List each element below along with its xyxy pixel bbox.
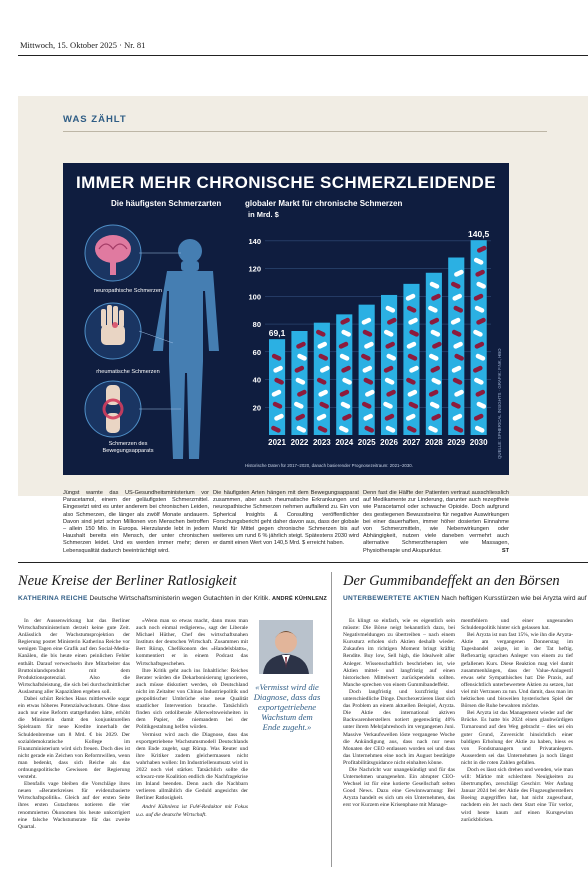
paragraph: «Wenn man so etwas macht, dann muss man auch noch einmal redigieren», sagt der Liberale Michael Hüther, Chef des wirtschaftsnahen Instituts der deutschen Wirtschaft. Zusammen mit Bert Rürup, Chefökonom des «Handelsblatts», kommentiert er in einem Podcast das Wirtschaftsgeschehen. (136, 618, 248, 667)
paragraph: Ihre Kritik geht auch ins Inhaltliche: Reiches Berater würden die Dekarbonisierung ignorieren, auch müsse diskutiert werden, ob Deutschland nicht im Zeitalter von Chinas Industriepolitik und geopolitischer Umbrüche eine neue Qualität staatlicher Intervention brauche. Tatsächlich finden sich ordoliberale Allerweltsweisheiten in dem Papier, die niemandem bei der Politikgestaltung helfen würden. (136, 667, 248, 731)
portrait-image (259, 620, 313, 674)
y-tick-label: 20 (252, 403, 261, 413)
data-label: 140,5 (468, 229, 490, 240)
article-right-col-1 (343, 618, 455, 810)
caption-col-2: Die häufigsten Arten hängen mit dem Bewegungsapparat zusammen, aber auch rheumatische Erkrankungen und neuropathische Schmerzen nehmen auffallend zu. Ein von Spherical Insights & Consulting veröffentlichter Forschungsbericht geht daher davon aus, dass der globale Markt für Mittel gegen chronische Schmerzen bis auf weiteres um rund 6 % jährlich steigt. Spätestens 2030 wird er damit einen Wert von 140,5 Mrd. $ erreicht haben. (213, 490, 359, 547)
x-tick-label: 2028 (424, 438, 443, 447)
source-credit: QUELLE: SPHERICAL INSIGHTS · GRAFIK: F.NK, HBO (497, 348, 502, 459)
pain-type-label: Schmerzen des Bewegungsapparats (102, 441, 154, 454)
article-left-byline: ANDRÉ KÜHNLENZ (272, 596, 328, 602)
article-left-kicker: KATHERINA REICHE (18, 595, 88, 602)
x-tick-label: 2025 (357, 438, 376, 447)
caption-col-3-text: Denn fast die Hälfte der Patienten vertraut ausschliesslich auf Medikamente zur Linderung, darunter auch rezeptfreie wie Paracetamol oder schwache Opioide. Doch aufgrund des gestiegenen Bewusstseins für negative Auswirkungen bei einer dauerhaften, immer höher dosierten Einnahme von Schmerzmitteln, wie Nebenwirkungen oder Abhängigkeit, nutzen viele daneben vermehrt auch alternative Schmerztherapien wie Massagen, Physiotherapie und Akupunktur. (363, 490, 509, 554)
paragraph: Es klingt so einfach, wie es eigentlich sein müsste: Die Börse neigt bekanntlich dazu, bei Negativmeldungen zu übertreiben – nach einem Kurssturz erholen sich Aktien deshalb wieder. Zukaufen im richtigen Moment bringt kräftig Rendite. Buy low, Sell high, die Idealwelt aller Anleger. Wissenschaftlich beschrieben ist, wie Aktien mittel- und langfristig auf einen historischen Mittelwert zurückpendeln sollten. Manche sprechen von einem Gummibandeffekt. (343, 618, 455, 688)
paragraph: Doch es lässt sich drehen und wenden, wie man will: Märkte mit schlechten Neuigkeiten zu übertrumpfen, zerschlägt Geschirr. Wer Anfang Januar 2024 bei der Aktie des Flugzeugherstellers Boeing zugegriffen hat, hat nicht zugeschaut, nachdem ein Jet nach dem Start eine Tür verlor, wird heute kaum auf einen Kursgewinn zurückblicken. (461, 766, 573, 823)
header-rule (18, 55, 588, 56)
article-left-headline: Neue Kreise der Berliner Ratlosigkeit (18, 573, 237, 589)
article-left-col-1 (18, 618, 130, 831)
caption-col-1: Jüngst warnte das US-Gesundheitsministerium vor Paracetamol, einem der geläufigsten Schmerzmittel. Eingesetzt wird es unter anderem bei chronischen Leiden, also Schmerzen, die länger als zwölf Monate andauern. Davon sind jetzt schon Millionen von Menschen betroffen – allein 150 Mio. in Europa. Hierzulande lebt in jedem Haushalt bereits ein Mensch, der unter chronischen Schmerzen leidet. Und es werden immer mehr; deren Lebensqualität dadurch beeinträchtigt wird. (63, 490, 209, 554)
paragraph: Bei Aryzta ist nun fast 15%, wie ihn die Aryzta-Aktie am vergangenen Donnerstag im Tagesbandel zeigte, ist in der Tat heftig. Reflexartig sprachen Anleger von einem zu tief gefallenen Kurs. Diese Reaktion mag viel damit zusammenhängen, dass der Value-Anlagestil etwas sehr Sympathisches hat: Die Praxis, auf offensichtlich unterbewertete Aktien zu setzen, hat viel mit Vertrauen zu tun. Und damit, dass man im hektischen und bisweilen hysterischen Spiel der Börsen die Ruhe bewahren möchte. (461, 632, 573, 710)
infographic-title: IMMER MEHR CHRONISCHE SCHMERZLEIDENDE (76, 173, 496, 192)
paragraph: Dabei schürt Reiches Haus mittlerweile sogar ein etwas höheres Potenzialwachstum. Ohne dass auch nur eine Reform stattgefunden hätte, erhöht die Ministerin damit den konjunkturellen Spielraum für neue Kredite innerhalb der Schuldenbremse um 8 Mrd. € bis 2029. Der sozialdemokratische Kollege im Finanzministerium wird sich freuen. Doch dies ist nicht gerade ein Zeichen von Reformwillen, wenn man bedenkt, dass sich Reiche als das ordnungspolitische Gewissen der Regierung versteht. (18, 696, 130, 781)
paragraph: Vermisst wird auch die Diagnose, dass das exportgetriebene Wachstumsmodell Deutschlands dem Ende zugeht, sagt Rürup. Was Reuter und ihre Kritiker zudem gleichermassen nicht wahrhaben wollen: Im Industriellenumsatz wird in 2022 noch viel stärker. Tatsächlich sollte die schwarz-rote Koalition endlich die Nachfragekrise im Inland beenden. Denn auch die Nachbarn verlieren allmählich die Geduld angesichts der Berliner Ratlosigkeit. (136, 731, 248, 802)
pain-type-label: neuropathische Schmerzen (93, 288, 163, 294)
hand-icon (85, 303, 141, 359)
y-tick-label: 40 (252, 375, 261, 385)
y-tick-label: 80 (252, 320, 261, 330)
paragraph: Ebenfalls vage bleiben die Vorschläge ihres neuen «Beraterkreises für evidenzbasierte Wirtschaftspolitik». Gleich auf der ersten Seite ihres ersten Gutachtens notieren die vier renommierten Ökonomen bis heute unkorrigiert eine falsche Wachstumsrate für das zweite Quartal. (18, 781, 130, 830)
x-tick-label: 2024 (335, 438, 354, 447)
caption-signature: ST (501, 547, 509, 554)
x-tick-label: 2030 (469, 438, 488, 447)
article-left-subhead (18, 595, 327, 602)
y-tick-label: 60 (252, 347, 261, 357)
paragraph: In der Aussenwirkung hat das Berliner Wirtschaftsministerium derzeit keine gute Zeit. Anlässlich der Wachstumsprojektion der Regierung postet Ministerin Katherina Reiche vor wenigen Tagen eine Grafik auf den Social-Media-Kanälen, die bis heute einen peinlichen Fehler enthält. Darauf verwechseln ihre Mitarbeiter das Bruttoinlandsprodukt mit dem Produktionspotenzial. Also die Wirtschaftsleistung, die sich bei durchschnittlicher Auslastung aller Kapazitäten ergeben soll. (18, 618, 130, 695)
y-tick-label: 140 (248, 236, 261, 246)
author-note: André Kühnlenz ist FuW-Redaktor mit Fokus u.a. auf die deutsche Wirtschaft. (136, 804, 248, 818)
infographic (63, 163, 509, 475)
paragraph: Doch langfristig und kurzfristig sind unterschiedliche Dinge. Durchexerzieren lässt sich das Problem an einem aktuellen Beispiel, Aryzta. Die Aktie des international aktiven Backwarenherstellers notiert gegenwärtig 40% unter ihrem Mehrjahreshoch im vergangenen Juni. Massive Verkaufswellen löste vergangene Woche die Ankündigung aus, dass nach nur neun Monaten der CEO entlassen worden sei und dass das Unternehmen eine noch im August bestätigte Profitabilitätsguidance nicht einhalten könne. (343, 688, 455, 766)
brain-icon (85, 225, 141, 281)
column-divider (331, 572, 332, 867)
anatomy-illustration (63, 213, 243, 463)
unit-label: in Mrd. $ (248, 210, 279, 219)
paragraph: Bei Aryzta ist das Management wieder auf der Brücke. Es hatte bis 2024 einen glaubwürdigen Turnaround auf den Weg gebracht – dies sei ein guter Grund, Zuversicht hinsichtlich einer baldigen Erholung der Aktie zu haben, hiess es von Fondsmanagern und Privatanlegern. Ausserdem sei das Unternehmen ja noch längst nicht in die roten Zahlen gefallen. (461, 710, 573, 766)
market-heading: globaler Markt für chronische Schmerzen (245, 199, 403, 208)
article-right-subhead (343, 595, 587, 602)
x-tick-label: 2022 (290, 438, 309, 447)
article-right-headline: Der Gummibandeffekt an den Börsen (343, 573, 560, 589)
pain-types-heading: Die häufigsten Schmerzarten (111, 199, 222, 208)
author-portrait (259, 620, 313, 674)
caption-col-3 (363, 490, 509, 555)
data-label: 69,1 (268, 328, 286, 339)
chart-footnote: Historische Daten für 2017–2020, danach basierender Prognosezeitraum: 2021–2030. (245, 463, 413, 468)
article-right-kicker: UNTERBEWERTETE AKTIEN (343, 595, 440, 602)
pull-quote: «Vermisst wird die Diagnose, dass das exportgetriebene Wachstum dem Ende zugeht.» (253, 682, 321, 732)
x-tick-label: 2027 (402, 438, 421, 447)
x-tick-label: 2023 (312, 438, 331, 447)
y-tick-label: 120 (248, 264, 261, 274)
article-right-col-2 (461, 618, 573, 824)
bar (403, 284, 419, 435)
pain-type-label: rheumatische Schmerzen (96, 369, 160, 375)
paragraph: Die Nachricht war unangekündigt und für das Unternehmen unangenehm. Ein abrupter CEO-Wechsel ist für eine kotierte Gesellschaft selten Good News. Dazu eine Gewinnwarnung: Bei Aryzta handelt es sich um ein Unternehmen, das erst vor Kurzem eine Krisenphase mit Manage- (343, 766, 455, 809)
x-tick-label: 2026 (380, 438, 398, 447)
articles-rule (18, 562, 588, 563)
section-label: WAS ZÄHLT (63, 114, 127, 125)
x-tick-label: 2029 (447, 438, 466, 447)
article-left-dek: Deutsche Wirtschaftsministerin wegen Gutachten in der Kritik. (89, 595, 271, 602)
human-figure-icon (153, 239, 219, 459)
article-right-dek: Nach heftigen Kursstürzen wie bei Aryzta wird auf (441, 595, 587, 602)
market-bar-chart (243, 213, 505, 465)
dateline: Mittwoch, 15. Oktober 2025 · Nr. 81 (20, 40, 146, 50)
bar (269, 339, 285, 435)
section-rule (63, 131, 547, 132)
y-tick-label: 100 (248, 292, 261, 302)
article-left-col-2 (136, 618, 248, 819)
knee-icon (85, 381, 141, 437)
x-tick-label: 2021 (268, 438, 286, 447)
paragraph: mentfehlern und einer ungesunden Schuldenpolitik hinter sich gelassen hat. (461, 618, 573, 632)
bar (381, 295, 397, 435)
